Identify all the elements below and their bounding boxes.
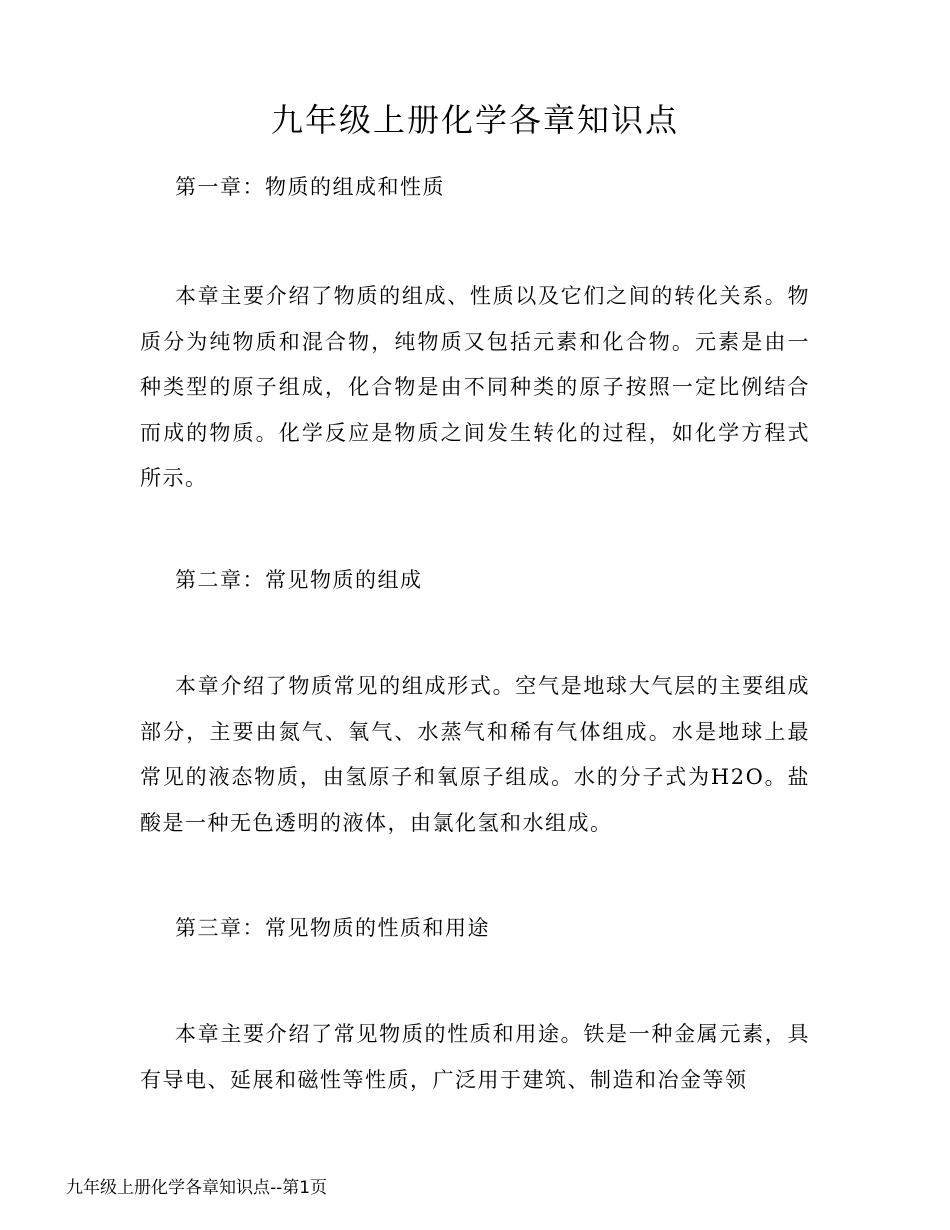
chapter-1-body: 本章主要介绍了物质的组成、性质以及它们之间的转化关系。物质分为纯物质和混合物，纯物质又包括元素和化合物。元素是由一种类型的原子组成，化合物是由不同种类的原子按照一定比例结合而成的物质。化学反应是物质之间发生转化的过程，如化学方程式所示。: [140, 284, 810, 490]
page-footer: 九年级上册化学各章知识点--第1页: [66, 1178, 328, 1198]
chapter-3-body: 本章主要介绍了常见物质的性质和用途。铁是一种金属元素，具有导电、延展和磁性等性质，广泛用于建筑、制造和冶金等领: [140, 1022, 810, 1092]
chapter-2-heading: 第二章：常见物质的组成: [175, 568, 423, 592]
chapter-1-heading: 第一章：物质的组成和性质: [175, 175, 445, 199]
document-title: 九年级上册化学各章知识点: [270, 101, 679, 139]
chapter-2-body: 本章介绍了物质常见的组成形式。空气是地球大气层的主要组成部分，主要由氮气、氧气、水蒸气和稀有气体组成。水是地球上最常见的液态物质，由氢原子和氧原子组成。水的分子式为H2O。盐酸是一种无色透明的液体，由氯化氢和水组成。: [140, 674, 810, 835]
chapter-3-heading: 第三章：常见物质的性质和用途: [175, 916, 490, 940]
